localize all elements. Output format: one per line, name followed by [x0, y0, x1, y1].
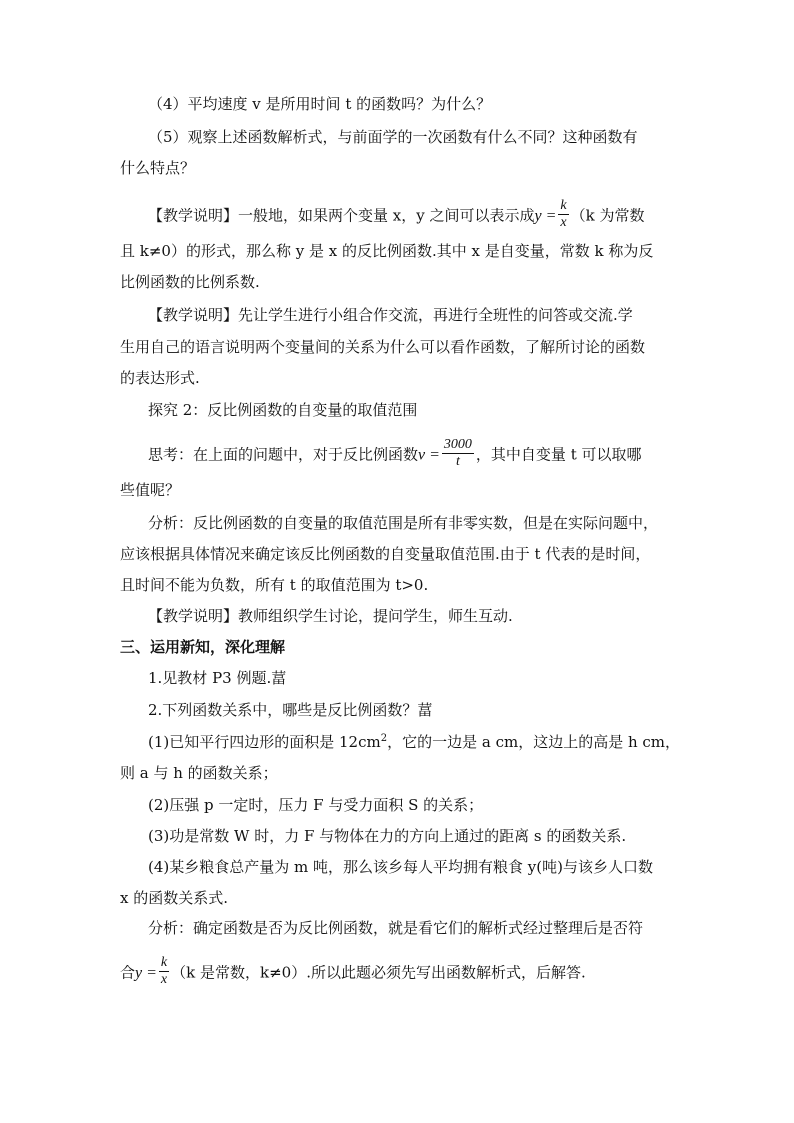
- sub-question-1-line-1: [148, 732, 680, 752]
- analysis-1-line-2: 应该根据具体情况来确定该反比例函数的自变量取值范围.由于 t 代表的是时间，: [120, 545, 651, 563]
- sub-question-4-line-1: (4)某乡粮食总产量为 m 吨，那么该乡每人平均拥有粮食 y(吨)与该乡人口数: [148, 858, 653, 876]
- fraction-k-over-x: [558, 198, 568, 231]
- formula-lhs: y =: [534, 207, 557, 225]
- analysis-1-line-3: 且时间不能为负数，所有 t 的取值范围为 t>0.: [120, 576, 429, 594]
- teaching-note-2-line-2: 生用自己的语言说明两个变量间的关系为什么可以看作函数，了解所讨论的函数: [120, 338, 646, 356]
- fraction-k-over-x: [159, 955, 169, 988]
- teaching-note-2-line-1: 【教学说明】先让学生进行小组合作交流，再进行全班性的问答或交流.学: [148, 306, 633, 324]
- fraction-numerator: k: [560, 198, 567, 213]
- item-1: 1.见教材 P3 例题.葍: [148, 669, 287, 687]
- sub-question-1-line-2: 则 a 与 h 的函数关系；: [120, 764, 278, 782]
- teaching-note-1-text-end: （k 为常数: [570, 206, 645, 225]
- section-3-heading: 三、运用新知，深化理解: [120, 638, 286, 656]
- sub-question-3: (3)功是常数 W 时，力 F 与物体在力的方向上通过的距离 s 的函数关系.: [148, 827, 627, 845]
- teaching-note-1-text: 【教学说明】一般地，如果两个变量 x，y 之间可以表示成: [148, 206, 535, 225]
- analysis-2-text-end: （k 是常数，k≠0）.所以此题必须先写出函数解析式，后解答.: [171, 963, 586, 982]
- think-line-2: 些值呢？: [120, 481, 181, 499]
- sub-question-1-text-end: ，它的一边是 a cm，这边上的高是 h cm，: [387, 733, 681, 751]
- teaching-note-1-line-3: 比例函数的比例系数.: [120, 273, 260, 291]
- fraction-denominator: x: [160, 972, 168, 987]
- formula-lhs: y =: [135, 964, 157, 982]
- sub-question-4-line-2: x 的函数关系式.: [120, 889, 228, 907]
- fraction-numerator: 3000: [443, 437, 472, 452]
- think-line-1: [148, 439, 642, 472]
- fraction-3000-over-t: [442, 437, 474, 470]
- explore-2-heading: 探究 2：反比例函数的自变量的取值范围: [148, 401, 418, 419]
- question-5-line-1: （5）观察上述函数解析式，与前面学的一次函数有什么不同？这种函数有: [148, 128, 638, 146]
- analysis-1-line-1: 分析：反比例函数的自变量的取值范围是所有非零实数，但是在实际问题中，: [148, 514, 659, 532]
- teaching-note-1-line-1: [148, 200, 644, 233]
- fraction-denominator: t: [442, 453, 474, 470]
- think-text-end: ，其中自变量 t 可以取哪: [475, 445, 642, 464]
- fraction-denominator: x: [560, 215, 567, 230]
- teaching-note-2-line-3: 的表达形式.: [120, 369, 200, 387]
- teaching-note-1-line-2: 且 k≠0）的形式，那么称 y 是 x 的反比例函数.其中 x 是自变量，常数 k 称为反: [120, 242, 654, 260]
- question-4: （4）平均速度 v 是所用时间 t 的函数吗？为什么？: [148, 95, 492, 113]
- teaching-note-3: 【教学说明】教师组织学生讨论，提问学生，师生互动.: [148, 607, 513, 625]
- question-5-line-2: 什么特点？: [120, 159, 196, 177]
- analysis-2-text: 合: [120, 963, 136, 982]
- item-2: 2.下列函数关系中，哪些是反比例函数？葍: [148, 701, 433, 719]
- superscript-2: 2: [380, 733, 388, 744]
- fraction-numerator: k: [160, 955, 168, 970]
- sub-question-2: (2)压强 p 一定时，压力 F 与受力面积 S 的关系；: [148, 796, 484, 814]
- think-text: 思考：在上面的问题中，对于反比例函数: [148, 445, 419, 464]
- sub-question-1-text: (1)已知平行四边形的面积是 12cm: [148, 733, 381, 751]
- analysis-2-line-2: [120, 957, 586, 990]
- formula-lhs: v =: [418, 446, 440, 464]
- analysis-2-line-1: 分析：确定函数是否为反比例函数，就是看它们的解析式经过整理后是否符: [148, 919, 644, 937]
